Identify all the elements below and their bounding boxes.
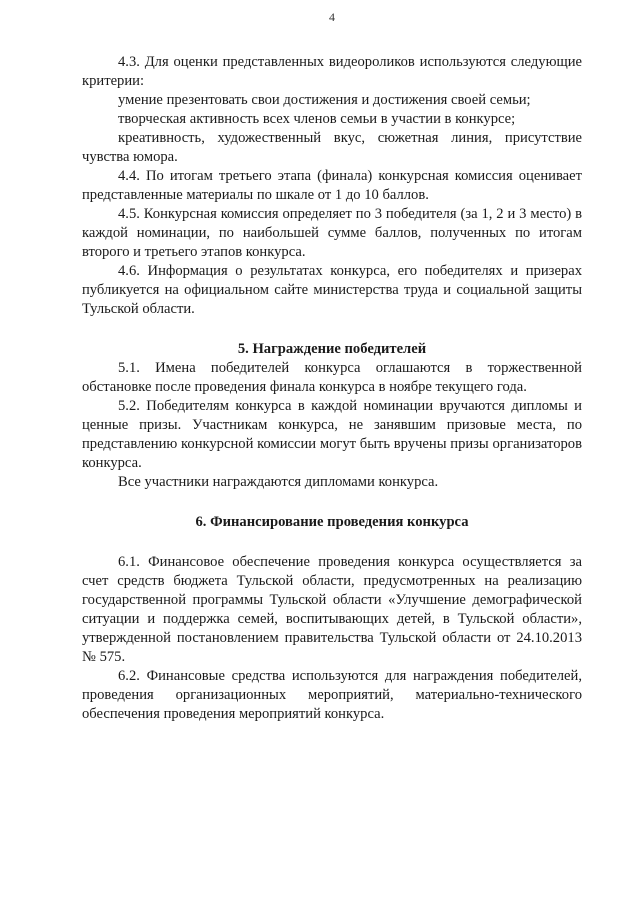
- paragraph-5-1: 5.1. Имена победителей конкурса оглашаются в торжественной обстановке после проведения финала конкурса в ноябре текущего года.: [82, 360, 582, 395]
- paragraph-6-2: 6.2. Финансовые средства используются для награждения победителей, проведения организационных мероприятий, материально-технического обеспечения проведения мероприятий конкурса.: [82, 668, 582, 722]
- paragraph-6-1: 6.1. Финансовое обеспечение проведения конкурса осуществляется за счет средств бюджета Тульской области, предусмотренных на реализацию государственной программы Тульской области «Улучшение демографической ситуации и поддержка семей, воспитывающих детей, в Тульской области», утвержденной постановлением правительства Тульской области от 24.10.2013 № 575.: [82, 554, 582, 665]
- paragraph-5-3: Все участники награждаются дипломами конкурса.: [118, 474, 439, 490]
- paragraph-5-2: 5.2. Победителям конкурса в каждой номинации вручаются дипломы и ценные призы. Участникам конкурса, не занявшим призовые места, по представлению конкурсной комиссии могут быть вручены призы организаторов конкурса.: [82, 398, 582, 471]
- criterion-3: креативность, художественный вкус, сюжетная линия, присутствие чувства юмора.: [82, 130, 582, 165]
- section-5-heading: 5. Награждение победителей: [237, 341, 427, 357]
- paragraph-4-4: 4.4. По итогам третьего этапа (финала) конкурсная комиссия оценивает представленные материалы по шкале от 1 до 10 баллов.: [82, 168, 582, 203]
- paragraph-4-5: 4.5. Конкурсная комиссия определяет по 3 победителя (за 1, 2 и 3 место) в каждой номинации, по наибольшей сумме баллов, полученных по итогам второго и третьего этапов конкурса.: [82, 206, 582, 260]
- paragraph-4-3: 4.3. Для оценки представленных видеороликов используются следующие критерии:: [82, 54, 582, 89]
- page-number: 4: [329, 10, 335, 24]
- spacer: [82, 319, 582, 340]
- spacer: [82, 492, 582, 513]
- paragraph-4-6: 4.6. Информация о результатах конкурса, его победителях и призерах публикуется на официальном сайте министерства труда и социальной защиты Тульской области.: [82, 263, 582, 317]
- criterion-1: умение презентовать свои достижения и достижения своей семьи;: [118, 92, 531, 108]
- section-6-heading: 6. Финансирование проведения конкурса: [195, 514, 469, 530]
- criterion-2: творческая активность всех членов семьи в участии в конкурсе;: [118, 111, 516, 127]
- spacer: [82, 532, 582, 553]
